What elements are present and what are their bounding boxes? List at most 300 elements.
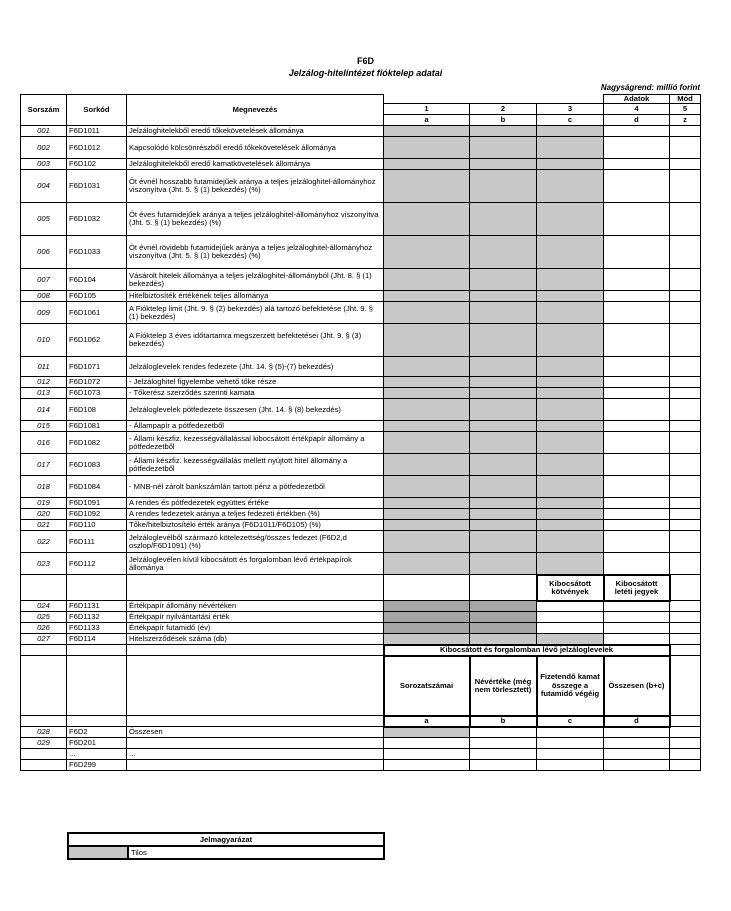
data-cell[interactable]	[604, 432, 670, 454]
table-row	[21, 291, 701, 302]
row-number: 021	[21, 520, 67, 531]
row-code: F6D299	[67, 760, 127, 771]
mod-cell[interactable]	[670, 454, 701, 476]
data-cell[interactable]	[384, 749, 470, 760]
row-number	[21, 760, 67, 771]
table-row	[21, 531, 701, 553]
data-cell[interactable]	[604, 302, 670, 324]
mod-cell[interactable]	[670, 170, 701, 203]
spacer-cell	[670, 656, 701, 716]
data-cell[interactable]	[537, 454, 604, 476]
row-name: Öt évnél hosszabb futamidejűek aránya a teljes jelzáloghitel-állományhoz viszonyítva (Jht. 5. § (1) bekezdés) (%)	[127, 170, 384, 203]
spacer-cell	[67, 645, 127, 656]
mod-cell[interactable]	[670, 498, 701, 509]
col-letter-2: b	[470, 115, 537, 126]
mod-cell[interactable]	[670, 357, 701, 377]
data-cell[interactable]	[470, 291, 537, 302]
data-cell[interactable]	[470, 236, 537, 269]
data-cell[interactable]	[470, 612, 537, 623]
data-cell[interactable]	[384, 634, 470, 645]
row-name: Összesen	[127, 727, 384, 738]
data-cell[interactable]	[604, 727, 670, 738]
mod-cell[interactable]	[670, 476, 701, 498]
mod-cell[interactable]	[670, 509, 701, 520]
row-name: Jelzáloglevelek pótfedezete összesen (Jht. 14. § (8) bekezdés)	[127, 399, 384, 421]
row-code: F6D201	[67, 738, 127, 749]
data-cell[interactable]	[470, 421, 537, 432]
col-letter-4: d	[604, 115, 670, 126]
data-cell[interactable]	[470, 324, 537, 357]
data-cell[interactable]	[604, 159, 670, 170]
data-cell[interactable]	[537, 269, 604, 291]
table-row	[21, 203, 701, 236]
row-number: 003	[21, 159, 67, 170]
table-row	[21, 432, 701, 454]
row-name: Kapcsolódó kölcsönrészből eredő tőkekövetelések állománya	[127, 137, 384, 159]
data-cell[interactable]	[470, 302, 537, 324]
data-cell[interactable]	[384, 269, 470, 291]
mod-cell[interactable]	[670, 126, 701, 137]
row-code: F6D1073	[67, 388, 127, 399]
data-cell[interactable]	[604, 324, 670, 357]
data-cell[interactable]	[537, 421, 604, 432]
row-number: 024	[21, 601, 67, 612]
row-number: 027	[21, 634, 67, 645]
data-cell[interactable]	[470, 531, 537, 553]
row-code: F6D114	[67, 634, 127, 645]
spacer-cell	[21, 575, 67, 601]
data-cell[interactable]	[384, 509, 470, 520]
row-name: Értékpapír nyilvántartási érték	[127, 612, 384, 623]
data-cell[interactable]	[537, 399, 604, 421]
table-row	[21, 324, 701, 357]
spacer-cell	[127, 575, 384, 601]
data-cell[interactable]	[384, 137, 470, 159]
data-cell[interactable]	[537, 357, 604, 377]
data-cell[interactable]	[384, 760, 470, 771]
mod-cell[interactable]	[670, 159, 701, 170]
data-cell[interactable]	[470, 388, 537, 399]
row-code: F6D1132	[67, 612, 127, 623]
row-code: F6D1071	[67, 357, 127, 377]
spacer-cell	[670, 575, 701, 601]
row-name: A rendes és pótfedezetek együttes értéke	[127, 498, 384, 509]
table-row	[21, 509, 701, 520]
spacer-cell	[67, 575, 127, 601]
legend-title: Jelmagyarázat	[68, 833, 384, 846]
row-code: F6D1031	[67, 170, 127, 203]
row-code: F6D105	[67, 291, 127, 302]
data-cell[interactable]	[384, 738, 470, 749]
data-cell[interactable]	[384, 388, 470, 399]
data-cell[interactable]	[537, 302, 604, 324]
data-cell[interactable]	[537, 137, 604, 159]
row-code: F6D1062	[67, 324, 127, 357]
data-cell[interactable]	[470, 623, 537, 634]
data-cell[interactable]	[470, 432, 537, 454]
spacer-cell	[127, 656, 384, 716]
row-number: 007	[21, 269, 67, 291]
spacer-cell	[67, 716, 127, 727]
row-number: 014	[21, 399, 67, 421]
data-cell[interactable]	[470, 126, 537, 137]
table-row	[21, 498, 701, 509]
data-cell[interactable]	[604, 388, 670, 399]
data-cell[interactable]	[604, 553, 670, 575]
table-row	[21, 399, 701, 421]
row-name	[127, 738, 384, 749]
data-cell[interactable]	[604, 520, 670, 531]
row-code: F6D111	[67, 531, 127, 553]
data-cell[interactable]	[604, 612, 670, 623]
data-cell[interactable]	[470, 760, 537, 771]
data-cell[interactable]	[604, 203, 670, 236]
table-row	[21, 634, 701, 645]
data-cell[interactable]	[604, 623, 670, 634]
row-number: 008	[21, 291, 67, 302]
row-code: F6D1072	[67, 377, 127, 388]
row-number: 028	[21, 727, 67, 738]
spacer-cell	[21, 656, 67, 716]
row-name	[127, 760, 384, 771]
mod-cell[interactable]	[670, 324, 701, 357]
data-cell[interactable]	[537, 553, 604, 575]
data-cell[interactable]	[537, 476, 604, 498]
col-header-kotvenyek: Kibocsátott kötvények	[537, 575, 604, 601]
legend	[67, 832, 385, 860]
col-header-letetijegyek: Kibocsátott letéti jegyek	[604, 575, 670, 601]
data-cell[interactable]	[537, 749, 604, 760]
row-number: 018	[21, 476, 67, 498]
data-cell[interactable]	[537, 738, 604, 749]
mod-cell[interactable]	[670, 399, 701, 421]
data-cell[interactable]	[604, 421, 670, 432]
data-cell[interactable]	[384, 520, 470, 531]
section3-col-header: Összesen (b+c)	[604, 656, 670, 716]
section3-col-header: Sorozatszámai	[384, 656, 470, 716]
row-number: 006	[21, 236, 67, 269]
data-cell[interactable]	[604, 357, 670, 377]
table-row	[21, 170, 701, 203]
unit-note: Nagyságrend: millió forint	[600, 83, 700, 92]
row-number: 002	[21, 137, 67, 159]
data-cell[interactable]	[537, 377, 604, 388]
mod-cell[interactable]	[670, 553, 701, 575]
data-cell[interactable]	[537, 432, 604, 454]
mod-cell[interactable]	[670, 236, 701, 269]
data-cell[interactable]	[470, 553, 537, 575]
row-name: Vásárolt hitelek állománya a teljes jelzáloghitel-állományból (Jht. 8. § (1) bekezdés)	[127, 269, 384, 291]
table-row	[21, 738, 701, 749]
data-cell[interactable]	[384, 421, 470, 432]
row-number: 013	[21, 388, 67, 399]
row-code: F6D1133	[67, 623, 127, 634]
data-cell[interactable]	[604, 291, 670, 302]
data-cell[interactable]	[604, 236, 670, 269]
data-cell[interactable]	[604, 399, 670, 421]
data-cell[interactable]	[384, 454, 470, 476]
row-name: Tőke/hitelbiztosítéki érték aránya (F6D1011/F6D105) (%)	[127, 520, 384, 531]
data-cell[interactable]	[470, 170, 537, 203]
row-number: 019	[21, 498, 67, 509]
spacer-cell	[21, 645, 67, 656]
data-cell[interactable]	[537, 159, 604, 170]
data-cell[interactable]	[470, 377, 537, 388]
row-code: F6D1012	[67, 137, 127, 159]
section3-col-letter: a	[384, 716, 470, 727]
row-number: 026	[21, 623, 67, 634]
data-cell[interactable]	[470, 203, 537, 236]
data-cell[interactable]	[604, 509, 670, 520]
row-name: Hitelbiztosíték értékének teljes állománya	[127, 291, 384, 302]
row-number: 016	[21, 432, 67, 454]
mod-cell[interactable]	[670, 203, 701, 236]
table-row	[21, 476, 701, 498]
data-cell[interactable]	[537, 509, 604, 520]
data-cell[interactable]	[604, 634, 670, 645]
data-cell[interactable]	[384, 727, 470, 738]
data-cell[interactable]	[537, 388, 604, 399]
data-cell[interactable]	[537, 236, 604, 269]
row-code: F6D1131	[67, 601, 127, 612]
data-cell[interactable]	[537, 520, 604, 531]
row-number: 005	[21, 203, 67, 236]
data-cell[interactable]	[384, 170, 470, 203]
row-name: - Állami készfiz. kezességvállalással kibocsátott értékpapír állomány a pótfedezetből	[127, 432, 384, 454]
row-number: 009	[21, 302, 67, 324]
data-cell[interactable]	[604, 170, 670, 203]
data-cell[interactable]	[384, 623, 470, 634]
data-cell[interactable]	[537, 612, 604, 623]
row-code: F6D1033	[67, 236, 127, 269]
col-letter-3: c	[537, 115, 604, 126]
data-cell[interactable]	[384, 159, 470, 170]
data-cell[interactable]	[470, 269, 537, 291]
data-cell[interactable]	[537, 291, 604, 302]
row-code: F6D1092	[67, 509, 127, 520]
row-number: 015	[21, 421, 67, 432]
data-cell[interactable]	[537, 634, 604, 645]
row-name: Jelzáloglevelek rendes fedezete (Jht. 14. § (5)-(7) bekezdés)	[127, 357, 384, 377]
row-code: F6D1011	[67, 126, 127, 137]
data-cell[interactable]	[384, 476, 470, 498]
row-name: - Jelzáloghitel figyelembe vehető tőke része	[127, 377, 384, 388]
data-cell[interactable]	[537, 760, 604, 771]
data-cell[interactable]	[537, 601, 604, 612]
row-code: F6D1032	[67, 203, 127, 236]
data-cell[interactable]	[604, 269, 670, 291]
mod-cell[interactable]	[670, 520, 701, 531]
data-cell[interactable]	[384, 553, 470, 575]
data-cell[interactable]	[384, 399, 470, 421]
data-cell[interactable]	[470, 476, 537, 498]
section-title: Kibocsátott és forgalomban lévő jelzáloglevelek	[384, 645, 670, 656]
data-table	[20, 94, 701, 771]
data-cell[interactable]	[537, 203, 604, 236]
data-cell[interactable]	[384, 531, 470, 553]
data-cell[interactable]	[384, 377, 470, 388]
row-name: Értékpapír futamidő (év)	[127, 623, 384, 634]
row-name: A Fióktelep limit (Jht. 9. § (2) bekezdés) alá tartozó befektetése (Jht. 9. § (1) bekezdés)	[127, 302, 384, 324]
data-cell[interactable]	[384, 601, 470, 612]
table-row	[21, 126, 701, 137]
table-row	[21, 236, 701, 269]
data-cell[interactable]	[470, 749, 537, 760]
row-name: Hitelszerződések száma (db)	[127, 634, 384, 645]
data-cell[interactable]	[470, 738, 537, 749]
table-row	[21, 601, 701, 612]
mod-cell[interactable]	[670, 727, 701, 738]
table-row	[21, 623, 701, 634]
row-name: Jelzáloghitelekből eredő tőkekövetelések állománya	[127, 126, 384, 137]
row-code: F6D1081	[67, 421, 127, 432]
row-code: F6D108	[67, 399, 127, 421]
row-name: Öt éves futamidejűek aránya a teljes jelzáloghitel-állományhoz viszonyítva (Jht. 5. § (1) bekezdés) (%)	[127, 203, 384, 236]
row-number: 010	[21, 324, 67, 357]
row-number: 012	[21, 377, 67, 388]
mod-cell[interactable]	[670, 601, 701, 612]
table-row	[21, 269, 701, 291]
data-cell[interactable]	[537, 623, 604, 634]
row-name: ...	[127, 749, 384, 760]
row-name: A rendes fedezetek aránya a teljes fedezeti értékben (%)	[127, 509, 384, 520]
mod-cell[interactable]	[670, 377, 701, 388]
table-row	[21, 357, 701, 377]
table-row	[21, 159, 701, 170]
mod-cell[interactable]	[670, 738, 701, 749]
data-cell[interactable]	[470, 399, 537, 421]
row-number: 022	[21, 531, 67, 553]
row-number: 025	[21, 612, 67, 623]
data-cell[interactable]	[470, 454, 537, 476]
mod-cell[interactable]	[670, 137, 701, 159]
data-cell[interactable]	[384, 236, 470, 269]
row-number: 020	[21, 509, 67, 520]
mod-cell[interactable]	[670, 612, 701, 623]
data-cell[interactable]	[604, 454, 670, 476]
row-name: Értékpapír állomány névértéken	[127, 601, 384, 612]
data-cell[interactable]	[470, 601, 537, 612]
data-cell[interactable]	[537, 324, 604, 357]
mod-cell[interactable]	[670, 749, 701, 760]
data-cell[interactable]	[384, 432, 470, 454]
col-num-2: 2	[470, 104, 537, 115]
data-cell[interactable]	[537, 170, 604, 203]
data-cell[interactable]	[384, 498, 470, 509]
data-cell[interactable]	[604, 760, 670, 771]
mod-cell[interactable]	[670, 432, 701, 454]
data-cell[interactable]	[470, 727, 537, 738]
form-code: F6D	[356, 56, 374, 66]
spacer-cell	[127, 645, 384, 656]
data-cell[interactable]	[604, 126, 670, 137]
col-header-megnevezes: Megnevezés	[127, 95, 384, 126]
row-code: F6D2	[67, 727, 127, 738]
data-cell[interactable]	[384, 324, 470, 357]
table-row	[21, 749, 701, 760]
row-name: Jelzáloglevélen kívül kibocsátott és forgalomban lévő értékpapírok állománya	[127, 553, 384, 575]
data-cell[interactable]	[470, 159, 537, 170]
mod-cell[interactable]	[670, 531, 701, 553]
data-cell[interactable]	[537, 727, 604, 738]
data-cell[interactable]	[604, 531, 670, 553]
data-cell[interactable]	[384, 612, 470, 623]
data-cell[interactable]	[604, 738, 670, 749]
spacer-cell	[670, 645, 701, 656]
col-header-adatok: Adatok	[604, 95, 670, 104]
data-cell[interactable]	[604, 476, 670, 498]
section3-col-header: Fizetendő kamat összege a futamidő végéig	[537, 656, 604, 716]
col-header-mod: Mód	[670, 95, 701, 104]
data-cell[interactable]	[384, 291, 470, 302]
data-cell[interactable]	[384, 126, 470, 137]
data-cell[interactable]	[537, 498, 604, 509]
data-cell[interactable]	[384, 357, 470, 377]
col-header-sorkod: Sorkód	[67, 95, 127, 126]
data-cell[interactable]	[470, 520, 537, 531]
data-cell[interactable]	[604, 498, 670, 509]
data-cell[interactable]	[384, 203, 470, 236]
spacer-cell	[384, 575, 470, 601]
row-code: F6D104	[67, 269, 127, 291]
row-code: F6D1091	[67, 498, 127, 509]
mod-cell[interactable]	[670, 388, 701, 399]
table-row	[21, 137, 701, 159]
data-cell[interactable]	[604, 601, 670, 612]
table-row	[21, 760, 701, 771]
table-row	[21, 553, 701, 575]
data-cell[interactable]	[537, 531, 604, 553]
spacer-cell	[21, 716, 67, 727]
row-number: 029	[21, 738, 67, 749]
mod-cell[interactable]	[670, 421, 701, 432]
data-cell[interactable]	[604, 749, 670, 760]
data-cell[interactable]	[384, 302, 470, 324]
row-code: F6D1083	[67, 454, 127, 476]
row-number: 017	[21, 454, 67, 476]
section3-col-letter: d	[604, 716, 670, 727]
data-cell[interactable]	[470, 634, 537, 645]
row-number: 001	[21, 126, 67, 137]
data-cell[interactable]	[604, 137, 670, 159]
col-letter-1: a	[384, 115, 470, 126]
data-cell[interactable]	[470, 137, 537, 159]
mod-cell[interactable]	[670, 269, 701, 291]
data-cell[interactable]	[470, 357, 537, 377]
data-cell[interactable]	[537, 126, 604, 137]
mod-cell[interactable]	[670, 623, 701, 634]
table-row	[21, 421, 701, 432]
row-number	[21, 749, 67, 760]
table-row	[21, 612, 701, 623]
mod-cell[interactable]	[670, 760, 701, 771]
row-name: A Fióktelep 3 éves időtartamra megszerzett befektetései (Jht. 9. § (3) bekezdés)	[127, 324, 384, 357]
mod-cell[interactable]	[670, 291, 701, 302]
mod-cell[interactable]	[670, 302, 701, 324]
section3-col-header: Névértéke (még nem törlesztett)	[470, 656, 537, 716]
legend-swatch	[68, 846, 128, 859]
section3-col-letter: c	[537, 716, 604, 727]
data-cell[interactable]	[604, 377, 670, 388]
data-cell[interactable]	[470, 509, 537, 520]
row-name: Öt évnél rövidebb futamidejűek aránya a teljes jelzáloghitel-állományhoz viszonyítva (Jht. 5. § (1) bekezdés) (%)	[127, 236, 384, 269]
row-name: - Tőkerész szerződés szerinti kamata	[127, 388, 384, 399]
data-cell[interactable]	[470, 498, 537, 509]
row-name: - Állami készfiz. kezességvállalás mellett nyújtott hitel állomány a pótfedezetből	[127, 454, 384, 476]
row-name: - MNB-nél zárolt bankszámlán tartott pénz a pótfedezetből	[127, 476, 384, 498]
mod-cell[interactable]	[670, 634, 701, 645]
spacer-cell	[67, 656, 127, 716]
